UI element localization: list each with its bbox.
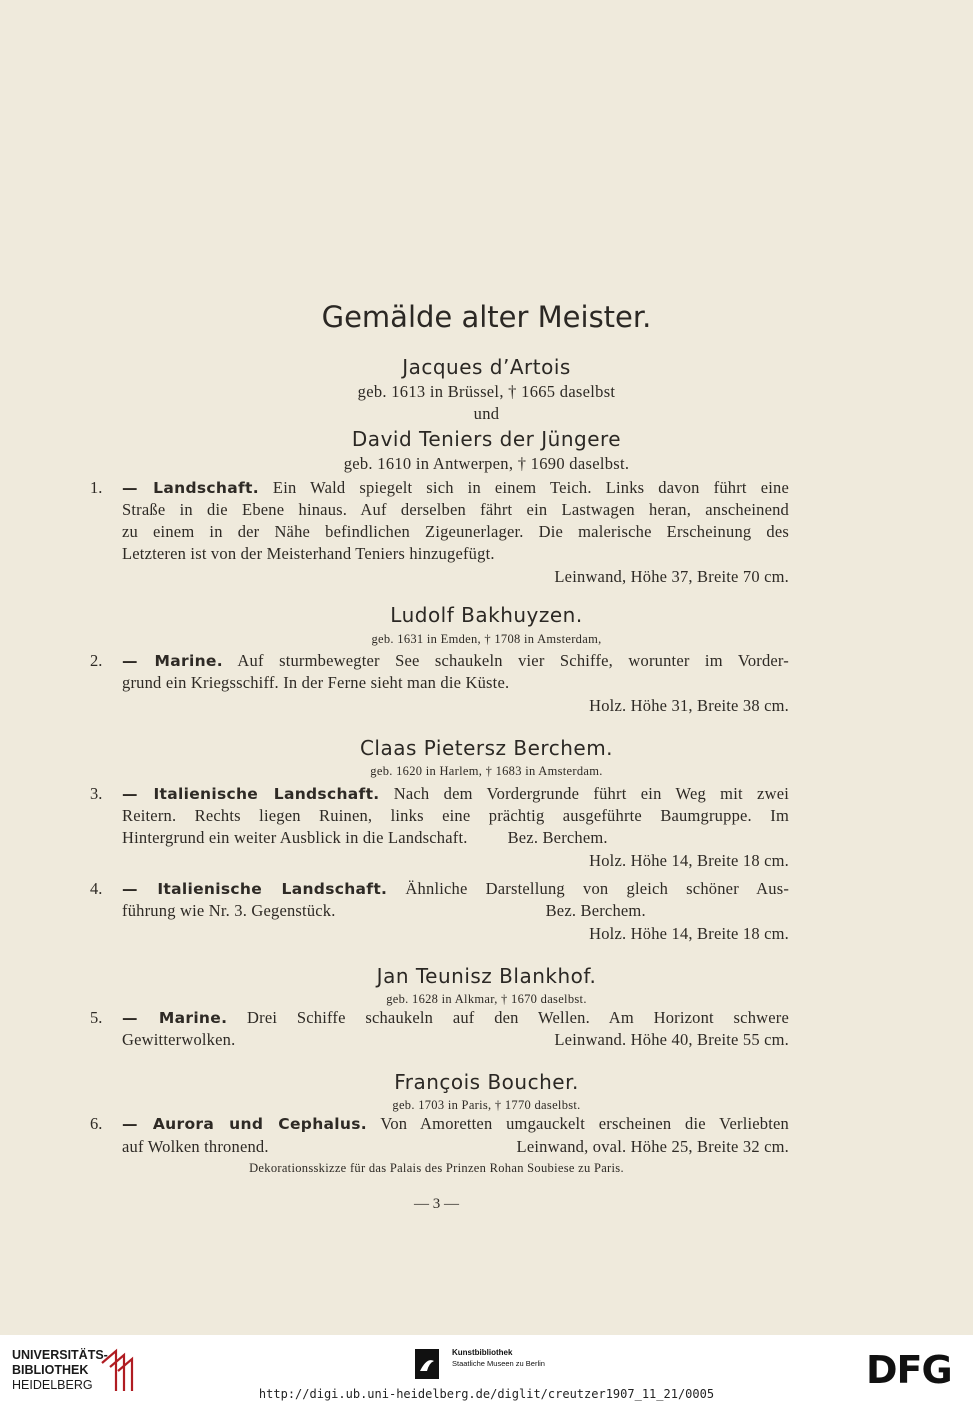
- lot-number: 6.: [90, 1114, 103, 1133]
- page-number: — 3 —: [414, 1196, 459, 1212]
- description-line: — Marine. Auf sturmbewegter See schaukeln vier Schiffe, worunter im Vorder-: [122, 651, 789, 670]
- description-line: Straße in die Ebene hinaus. Auf derselben fährt ein Lastwagen heran, anscheinend: [122, 500, 789, 519]
- work-title: — Marine.: [122, 1009, 228, 1027]
- kunstbibliothek-label: Kunstbibliothek Staatliche Museen zu Berlin: [452, 1348, 545, 1368]
- artist-life: geb. 1610 in Antwerpen, † 1690 daselbst.: [343, 454, 630, 473]
- lot-number: 4.: [90, 879, 103, 898]
- description-line: führung wie Nr. 3. Gegenstück. Bez. Berchem.: [122, 901, 646, 920]
- description-line: — Landschaft. Ein Wald spiegelt sich in einem Teich. Links davon führt eine: [122, 478, 789, 497]
- dfg-logo: DFG: [866, 1348, 952, 1392]
- description-line: Hintergrund ein weiter Ausblick in die Landschaft. Bez. Berchem.: [122, 828, 608, 847]
- artist-life: geb. 1620 in Harlem, † 1683 in Amsterdam.: [370, 764, 603, 778]
- description-line: — Italienische Landschaft. Ähnliche Darstellung von gleich schöner Aus-: [122, 879, 790, 898]
- work-title: — Italienische Landschaft.: [122, 880, 388, 898]
- source-url[interactable]: http://digi.ub.uni-heidelberg.de/diglit/creutzer1907_11_21/0005: [258, 1387, 715, 1401]
- description-line: — Aurora und Cephalus. Von Amoretten umgauckelt erscheinen die Verliebten: [122, 1114, 789, 1133]
- work-title: — Italienische Landschaft.: [122, 785, 380, 803]
- work-title: — Landschaft.: [122, 479, 259, 497]
- description-line: auf Wolken thronend.: [122, 1137, 269, 1156]
- lot-number: 3.: [90, 784, 103, 803]
- artist-life: geb. 1613 in Brüssel, † 1665 daselbst: [357, 382, 616, 401]
- description-line: Gewitterwolken.: [122, 1030, 236, 1049]
- description-line: — Marine. Drei Schiffe schaukeln auf den Wellen. Am Horizont schwere: [122, 1008, 790, 1027]
- dimensions: Leinwand, oval. Höhe 25, Breite 32 cm.: [516, 1137, 789, 1156]
- lot-number: 2.: [90, 651, 103, 670]
- artist-name: François Boucher.: [394, 1070, 579, 1094]
- artist-name: Ludolf Bakhuyzen.: [390, 603, 583, 627]
- page-title: Gemälde alter Meister.: [321, 300, 652, 334]
- dimensions: Holz. Höhe 14, Breite 18 cm.: [589, 924, 789, 943]
- dimensions: Leinwand, Höhe 37, Breite 70 cm.: [554, 567, 789, 586]
- artist-life: geb. 1631 in Emden, † 1708 in Amsterdam,: [371, 632, 602, 646]
- lot-number: 1.: [90, 478, 103, 497]
- artist-name: Jacques d’Artois: [402, 355, 571, 379]
- lot-number: 5.: [90, 1008, 103, 1027]
- description-line: grund ein Kriegsschiff. In der Ferne sieht man die Küste.: [122, 673, 510, 692]
- signature-note: Bez. Berchem.: [545, 901, 646, 920]
- artist-name: Claas Pietersz Berchem.: [359, 736, 614, 760]
- work-title: — Aurora und Cephalus.: [122, 1115, 367, 1133]
- conjunction: und: [473, 404, 500, 423]
- description-line: Reitern. Rechts liegen Ruinen, links eine prächtig ausgeführte Baumgruppe. Im: [122, 806, 789, 825]
- artist-life: geb. 1703 in Paris, † 1770 daselbst.: [392, 1098, 581, 1112]
- work-title: — Marine.: [122, 652, 223, 670]
- dimensions: Leinwand. Höhe 40, Breite 55 cm.: [554, 1030, 789, 1049]
- footnote: Dekorationsskizze für das Palais des Prinzen Rohan Soubiese zu Paris.: [249, 1161, 624, 1175]
- dimensions: Holz. Höhe 31, Breite 38 cm.: [589, 696, 789, 715]
- artist-life: geb. 1628 in Alkmar, † 1670 daselbst.: [386, 992, 587, 1006]
- description-line: — Italienische Landschaft. Nach dem Vordergrunde führt ein Weg mit zwei: [122, 784, 789, 803]
- ub-heidelberg-logo: UNIVERSITÄTS- BIBLIOTHEK HEIDELBERG: [12, 1348, 108, 1392]
- artist-name: Jan Teunisz Blankhof.: [376, 964, 597, 988]
- kunstbibliothek-emblem-icon: [415, 1349, 439, 1379]
- description-line: Letzteren ist von der Meisterhand Teniers hinzugefügt.: [122, 544, 495, 563]
- dimensions: Holz. Höhe 14, Breite 18 cm.: [589, 851, 789, 870]
- signature-note: Bez. Berchem.: [507, 828, 608, 847]
- artist-name: David Teniers der Jüngere: [351, 427, 622, 451]
- description-line: zu einem in der Nähe befindlichen Zigeunerlager. Die malerische Erscheinung des: [122, 522, 789, 541]
